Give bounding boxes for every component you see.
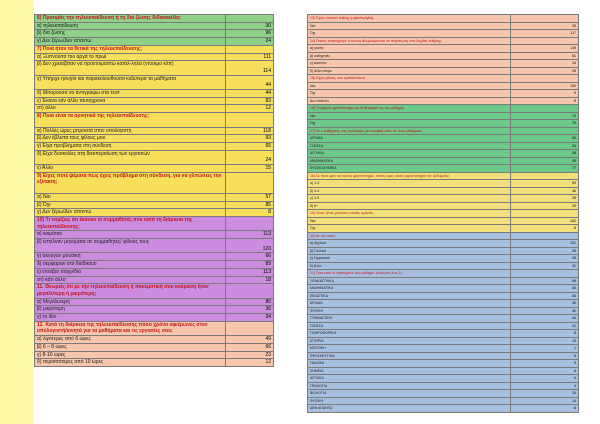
- answer-count: [511, 105, 579, 113]
- answer-count: 120: [226, 239, 274, 253]
- answer-count: [511, 75, 579, 83]
- left-survey-table: [34, 14, 274, 367]
- question-row: [35, 45, 274, 53]
- answer-label: Όχι: [308, 30, 511, 38]
- answer-count: 30: [511, 300, 579, 308]
- answer-label: Ναι: [308, 112, 511, 120]
- answer-row: [308, 150, 579, 158]
- answer-label: α) τηλεεκπαίδευση: [35, 22, 226, 30]
- answer-label: β) μικρότερη: [35, 306, 226, 314]
- answer-count: 131: [511, 240, 579, 248]
- question-row: [308, 127, 579, 135]
- answer-label: ΞΕΝΑ ΑΓΓΛΙΚΑ: [308, 277, 511, 285]
- answer-label: β) έστελναν μηνύματα σε συμμαθητές/ φίλους τους: [35, 239, 226, 253]
- answer-label: Ναι: [308, 22, 511, 30]
- answer-count: 117: [511, 30, 579, 38]
- question-row: [35, 113, 274, 127]
- answer-label: δ) Είχα δυσκολίες στη διεκπεραίωση των εργασιών: [35, 150, 226, 164]
- answer-label: ε) Άλλο: [35, 165, 226, 173]
- answer-row: [308, 247, 579, 255]
- question-text: 21) Ποιο είναι το αγαπημένο σου μάθημα; (επιλέγεις έως 3): [308, 270, 511, 278]
- answer-row: [308, 30, 579, 38]
- question-row: [308, 75, 579, 83]
- answer-row: [308, 45, 579, 53]
- question-row: [308, 172, 579, 180]
- answer-count: 85: [226, 201, 274, 209]
- answer-row: [308, 225, 579, 233]
- answer-row: [308, 285, 579, 293]
- answer-label: β) Γαλλικά: [308, 247, 511, 255]
- question-text: 7) Ποια ήταν τα θετικά της τηλεεκπαίδευσης;: [35, 45, 226, 53]
- answer-count: 50: [511, 135, 579, 143]
- answer-label: ΜΟΥΣΙΚΗ: [308, 345, 511, 353]
- answer-row: [308, 180, 579, 188]
- answer-count: 83: [226, 97, 274, 105]
- answer-row: [308, 202, 579, 210]
- answer-label: γ) κανέναν: [308, 60, 511, 68]
- answer-row: [308, 120, 579, 128]
- answer-count: 93: [226, 135, 274, 143]
- answer-label: ΓΥΜΝΑΣΤΙΚΗ: [308, 315, 511, 323]
- answer-row: [308, 337, 579, 345]
- answer-count: 40: [511, 285, 579, 293]
- answer-label: γ) Υπήρχε ησυχία και παρακολουθούσα καλύτερα τα μαθήματα: [35, 75, 226, 89]
- answer-label: α) κοιμόταν: [35, 231, 226, 239]
- answer-row: [35, 97, 274, 105]
- answer-count: 77: [511, 165, 579, 173]
- answer-row: [308, 382, 579, 390]
- question-text: 20) Αν ναι ποιες;: [308, 232, 511, 240]
- answer-label: ΑΓΓΛΙΚΑ: [308, 375, 511, 383]
- answer-row: [35, 142, 274, 150]
- answer-label: ε) έπαιζαν παιχνίδια: [35, 268, 226, 276]
- answer-label: δ) περισσότερες από 10 ώρες: [35, 359, 226, 367]
- question-row: [35, 216, 274, 230]
- answer-row: [308, 60, 579, 68]
- answer-count: 4: [511, 375, 579, 383]
- answer-count: 74: [511, 112, 579, 120]
- answer-label: γ) άκουγαν μουσική: [35, 253, 226, 261]
- answer-label: ΒΙΟΛΟΓΙΑ: [308, 390, 511, 398]
- answer-row: [308, 157, 579, 165]
- answer-count: 30: [226, 22, 274, 30]
- answer-row: [308, 187, 579, 195]
- answer-count: [226, 321, 274, 335]
- answer-row: [35, 359, 274, 367]
- answer-row: [35, 351, 274, 359]
- answer-row: [35, 75, 274, 89]
- answer-row: [308, 292, 579, 300]
- answer-row: [35, 193, 274, 201]
- answer-count: 9: [511, 90, 579, 98]
- answer-label: β) καθηγητές: [308, 52, 511, 60]
- answer-row: [308, 97, 579, 105]
- answer-label: ΓΕΩΛΟΓΙΑ: [308, 382, 511, 390]
- answer-count: 4: [511, 382, 579, 390]
- answer-label: α) Αγγλικά: [308, 240, 511, 248]
- answer-count: 5: [511, 360, 579, 368]
- answer-row: [35, 268, 274, 276]
- question-row: [35, 15, 274, 23]
- answer-label: ΦΥΣΙΚΗ: [308, 307, 511, 315]
- answer-count: 66: [226, 253, 274, 261]
- answer-label: β) Δεν χρειαζόταν να προετοιμαστώ κατάλ-ληλα (ντύσιμο κλπ): [35, 61, 226, 75]
- question-text: 11. Θεωρείς ότι με την τηλεεκπαίδευση ή πανεμστική σου κούραση ήταν μεγαλύτερη ή μικρότερη;: [35, 284, 226, 298]
- answer-count: 23: [226, 351, 274, 359]
- answer-row: [308, 315, 579, 323]
- answer-count: 33: [511, 22, 579, 30]
- answer-count: [511, 232, 579, 240]
- right-page: [307, 14, 579, 413]
- answer-row: [35, 253, 274, 261]
- answer-count: 119: [511, 45, 579, 53]
- answer-count: 45: [511, 157, 579, 165]
- answer-count: 21: [511, 322, 579, 330]
- answer-label: Όχι: [308, 90, 511, 98]
- answer-row: [35, 276, 274, 284]
- answer-count: [226, 284, 274, 298]
- answer-count: 1: [511, 345, 579, 353]
- answer-row: [308, 255, 579, 263]
- answer-label: γ) 4-5: [308, 195, 511, 203]
- answer-label: δ) 6+: [308, 202, 511, 210]
- answer-count: [511, 37, 579, 45]
- answer-count: 28: [511, 195, 579, 203]
- answer-row: [35, 306, 274, 314]
- answer-count: [511, 270, 579, 278]
- answer-row: [308, 165, 579, 173]
- answer-row: [35, 61, 274, 75]
- answer-count: 26: [511, 67, 579, 75]
- answer-count: 57: [226, 193, 274, 201]
- answer-label: γ) Είχα προβλήματα στη σύνδεση: [35, 142, 226, 150]
- answer-label: ΧΗΜΕΙΑ: [308, 367, 511, 375]
- question-text: 9) Είχες ποτέ ψέματα πως έχεις πρόβλημα στη σύνδεση, για να γλιτώσεις την εξέταση;: [35, 172, 226, 193]
- answer-row: [35, 127, 274, 135]
- answer-label: ΔΕΝ ΑΠΑΝΤΩ: [308, 405, 511, 413]
- answer-label: στ) άλλο: [35, 105, 226, 113]
- answer-count: 51: [511, 52, 579, 60]
- answer-row: [35, 314, 274, 322]
- answer-label: β) 6 – 8 ώρες: [35, 343, 226, 351]
- answer-row: [308, 82, 579, 90]
- answer-row: [308, 142, 579, 150]
- answer-count: [511, 172, 579, 180]
- answer-row: [308, 22, 579, 30]
- answer-count: 13: [511, 337, 579, 345]
- answer-label: ΦΥΣΙΚΗ: [308, 397, 511, 405]
- answer-label: δ) σέρφαραν στο διαδίκτυο: [35, 261, 226, 269]
- answer-label: ΜΑΘΗΜΑΤΙΚΑ: [308, 285, 511, 293]
- right-survey-table: [307, 14, 579, 413]
- answer-count: 5: [511, 352, 579, 360]
- answer-row: [308, 300, 579, 308]
- answer-label: γ) 8-10 ώρες: [35, 351, 226, 359]
- answer-row: [35, 90, 274, 98]
- answer-count: 6: [511, 367, 579, 375]
- answer-row: [308, 390, 579, 398]
- answer-row: [308, 322, 579, 330]
- answer-row: [308, 217, 579, 225]
- answer-count: 44: [226, 75, 274, 89]
- question-text: 17) Αν ο καθηγητής σας πρόσφερε μια ευκαιρία είναι, σε ποια μαθήματα;: [308, 127, 511, 135]
- answer-count: 36: [226, 306, 274, 314]
- answer-row: [308, 360, 579, 368]
- answer-count: 76: [511, 120, 579, 128]
- answer-label: Όχι: [308, 225, 511, 233]
- question-text: 19) Ξένες ξένες γλώσσες οποίες ομιλείτε;: [308, 210, 511, 218]
- question-text: 6) Προτιμάς την τηλεεκπαίδευση ή τη δια ζώσης διδασκαλία;: [35, 15, 226, 23]
- answer-label: α) 1-3: [308, 180, 511, 188]
- answer-count: 53: [511, 180, 579, 188]
- question-row: [35, 321, 274, 335]
- answer-label: α) γονείς: [308, 45, 511, 53]
- answer-count: 34: [511, 142, 579, 150]
- answer-count: 80: [226, 298, 274, 306]
- answer-label: Όχι: [308, 120, 511, 128]
- answer-count: 34: [511, 292, 579, 300]
- question-text: 12. Κατά τη διάρκεια της τηλεεκπαίδευσης πόσο χρόνο αφιέρωνες στον υπολογιστή/κινητό για τα μαθήματα και τις εργασίες σου;: [35, 321, 226, 335]
- answer-count: 12: [226, 359, 274, 367]
- question-text: 15) Έχεις φίλους που εμπιστεύεσαι;: [308, 75, 511, 83]
- answer-count: 12: [226, 105, 274, 113]
- answer-row: [308, 240, 579, 248]
- answer-row: [35, 22, 274, 30]
- answer-row: [35, 239, 274, 253]
- answer-count: 31: [511, 262, 579, 270]
- answer-row: [35, 30, 274, 38]
- answer-row: [308, 262, 579, 270]
- question-row: [308, 270, 579, 278]
- answer-row: [35, 298, 274, 306]
- answer-label: δ) Άλλο: [308, 262, 511, 270]
- answer-label: στ) κάτι άλλο: [35, 276, 226, 284]
- answer-count: 49: [226, 336, 274, 344]
- answer-label: ΙΣΤΟΡΙΑ: [308, 337, 511, 345]
- answer-row: [308, 352, 579, 360]
- answer-row: [35, 261, 274, 269]
- answer-label: Ναι: [308, 217, 511, 225]
- answer-count: [226, 113, 274, 127]
- answer-row: [35, 53, 274, 61]
- answer-label: ΕΙΚΑΣΤΙΚΑ: [308, 292, 511, 300]
- answer-label: β) δια ζώσης: [35, 30, 226, 38]
- answer-label: ΦΥΣΙΚΟΧΗΜΕΙΑ: [308, 165, 511, 173]
- answer-count: 14: [511, 60, 579, 68]
- answer-count: [511, 15, 579, 23]
- answer-row: [35, 105, 274, 113]
- answer-label: ΘΡΗΣΚΕΥΤΙΚΑ: [308, 352, 511, 360]
- answer-count: [226, 15, 274, 23]
- question-row: [35, 284, 274, 298]
- answer-count: 28: [511, 150, 579, 158]
- answer-label: ΑΓΓΛΙΚΑ: [308, 150, 511, 158]
- answer-row: [35, 165, 274, 173]
- answer-count: 24: [511, 390, 579, 398]
- answer-row: [308, 405, 579, 413]
- answer-row: [308, 345, 579, 353]
- question-row: [308, 105, 579, 113]
- answer-row: [308, 195, 579, 203]
- left-page: [34, 14, 274, 367]
- answer-row: [308, 112, 579, 120]
- answer-count: 18: [226, 276, 274, 284]
- answer-label: γ) Γερμανικά: [308, 255, 511, 263]
- answer-row: [308, 397, 579, 405]
- answer-count: [226, 45, 274, 53]
- question-row: [308, 232, 579, 240]
- answer-count: 44: [511, 315, 579, 323]
- answer-label: Ναι: [308, 82, 511, 90]
- answer-count: 8: [511, 330, 579, 338]
- answer-label: Δεν απαντώ: [308, 97, 511, 105]
- answer-row: [308, 277, 579, 285]
- answer-row: [308, 375, 579, 383]
- answer-row: [308, 307, 579, 315]
- question-row: [35, 172, 274, 193]
- answer-count: [511, 210, 579, 218]
- answer-count: [226, 216, 274, 230]
- answer-count: 96: [226, 30, 274, 38]
- answer-count: 30: [511, 307, 579, 315]
- answer-label: β) Δεν έβλεπα τους φίλους μου: [35, 135, 226, 143]
- answer-count: 111: [226, 53, 274, 61]
- answer-label: β) 3-4: [308, 187, 511, 195]
- answer-label: ΑΡΧΑΙΑ: [308, 135, 511, 143]
- answer-count: 113: [226, 231, 274, 239]
- answer-label: α) Ξυπνούσα πιο αργά το πρωί: [35, 53, 226, 61]
- answer-count: 15: [226, 165, 274, 173]
- question-text: 10) Τι νομίζεις ότι έκαναν οι συμμαθητές σου κατά τη διάρκεια της τηλεεκπαίδευσης;: [35, 216, 226, 230]
- question-row: [308, 37, 579, 45]
- answer-label: γ) το ίδιο: [35, 314, 226, 322]
- answer-count: [511, 127, 579, 135]
- answer-count: 89: [226, 261, 274, 269]
- answer-count: 28: [511, 255, 579, 263]
- answer-row: [35, 343, 274, 351]
- answer-row: [35, 38, 274, 46]
- answer-count: 118: [226, 127, 274, 135]
- answer-row: [308, 67, 579, 75]
- answer-row: [35, 231, 274, 239]
- answer-row: [35, 336, 274, 344]
- answer-row: [308, 52, 579, 60]
- answer-label: ΜΑΘΗΜΑΤΙΚΑ: [308, 157, 511, 165]
- question-row: [308, 15, 579, 23]
- answer-count: 34: [226, 314, 274, 322]
- question-text: 13) Έχεις υποστεί bulling ή cyberbullying;: [308, 15, 511, 23]
- answer-row: [308, 135, 579, 143]
- answer-count: 8: [511, 405, 579, 413]
- answer-count: [226, 172, 274, 193]
- answer-count: 14: [511, 397, 579, 405]
- answer-label: β) Όχι: [35, 201, 226, 209]
- answer-count: 59: [511, 277, 579, 285]
- answer-label: ΓΛΩΣΣΑ: [308, 322, 511, 330]
- answer-row: [308, 330, 579, 338]
- answer-count: 8: [511, 97, 579, 105]
- question-text: 14) Ποιους ανησυχούμε ή ποιους θεωρούμενους σε περίπτωση που δεχθείς bullying;: [308, 37, 511, 45]
- answer-count: 65: [226, 142, 274, 150]
- answer-row: [35, 150, 274, 164]
- answer-label: α) Ναι: [35, 193, 226, 201]
- answer-label: α) λιγότερες από 6 ώρες: [35, 336, 226, 344]
- answer-label: ΠΛΗΡΟΦΟΡΙΚΗ: [308, 330, 511, 338]
- answer-count: 44: [226, 90, 274, 98]
- answer-count: 142: [511, 217, 579, 225]
- question-text: 18) Σε ποιά ώρα του κάνεις φροντιστήριο, πόσες ώρες κάνεις φροντιστήριο την εβδομάδα;: [308, 172, 511, 180]
- answer-label: α) Μεγαλύτερη: [35, 298, 226, 306]
- answer-row: [35, 209, 274, 217]
- answer-label: ΑΡΧΑΙΑ: [308, 300, 511, 308]
- answer-count: 8: [511, 225, 579, 233]
- question-text: 16) Υπάρχουν φροντιστήρια για τα θεατρικά της στο μάθημα;: [308, 105, 511, 113]
- answer-label: α) Πολλές ώρες μπροστά στον υπολογιστή: [35, 127, 226, 135]
- answer-count: 114: [226, 61, 274, 75]
- answer-label: ε) Έκανα εάν άλλο ταυτόχρονα: [35, 97, 226, 105]
- answer-row: [308, 90, 579, 98]
- answer-label: ΓΑΛΛΙΚΑ: [308, 360, 511, 368]
- answer-count: 29: [511, 202, 579, 210]
- answer-count: 8: [226, 209, 274, 217]
- answer-count: 134: [511, 82, 579, 90]
- question-row: [308, 210, 579, 218]
- answer-label: γ) Δεν ξέρω/Δεν απαντώ: [35, 209, 226, 217]
- answer-count: 24: [226, 150, 274, 164]
- question-text: 8) Ποια είναι τα αρνητικά της τηλεεκπαίδευσης;: [35, 113, 226, 127]
- answer-label: δ) Μπορούσα να αντιγράψω στα τεστ: [35, 90, 226, 98]
- answer-count: 113: [226, 268, 274, 276]
- answer-row: [35, 201, 274, 209]
- answer-count: 66: [226, 343, 274, 351]
- answer-row: [35, 135, 274, 143]
- margin-highlight-strip: [0, 0, 33, 424]
- answer-label: δ) άλλο άτομο: [308, 67, 511, 75]
- answer-row: [308, 367, 579, 375]
- answer-count: 35: [511, 247, 579, 255]
- answer-label: γ) Δεν ξέρω/Δεν απαντώ: [35, 38, 226, 46]
- answer-label: ΓΛΩΣΣΑ: [308, 142, 511, 150]
- answer-count: 46: [511, 187, 579, 195]
- answer-count: 24: [226, 38, 274, 46]
